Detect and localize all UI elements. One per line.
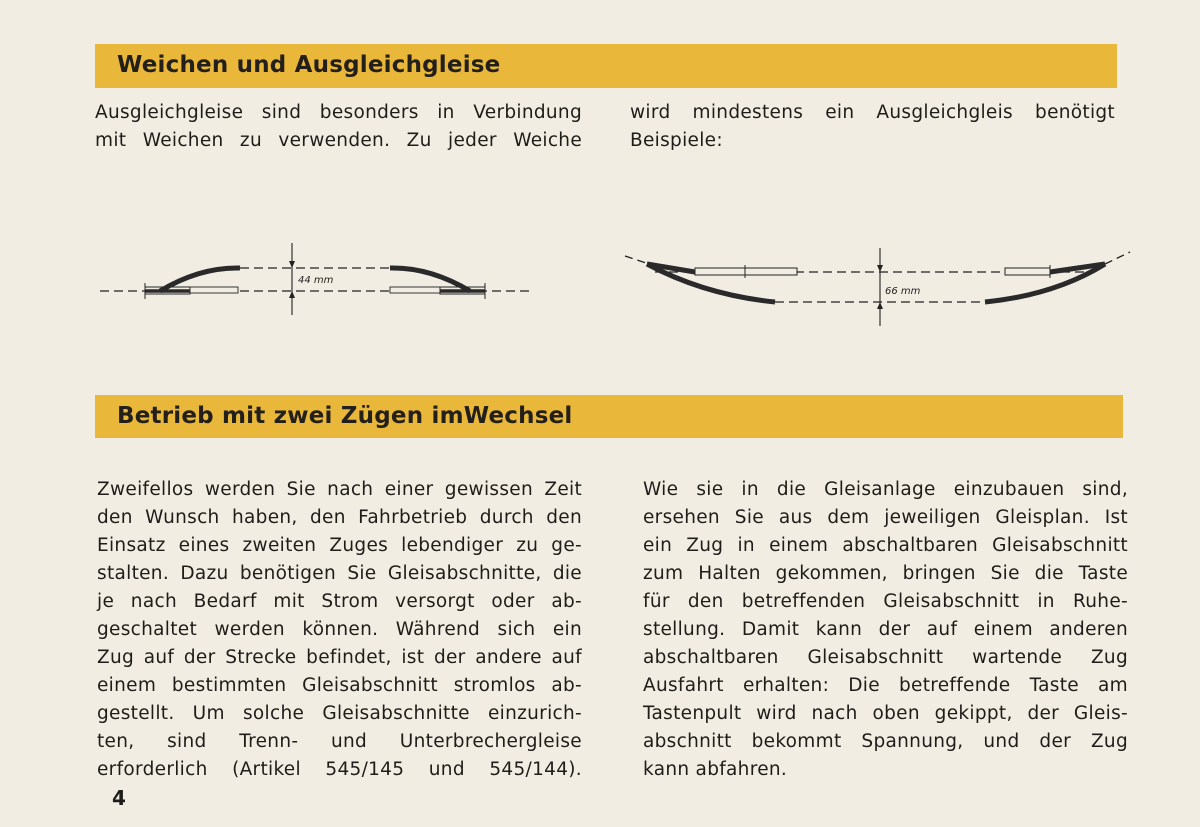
text-line: ersehen Sie aus dem jeweiligen Gleisplan. Ist — [643, 507, 1128, 528]
text-line: geschaltet werden können. Während sich ein — [97, 619, 582, 640]
text-line: den Wunsch haben, den Fahrbetrieb durch den — [97, 507, 582, 528]
text-line: Ausfahrt erhalten: Die betreffende Taste am — [643, 675, 1128, 696]
text-line: ten, sind Trenn- und Unterbrechergleise — [97, 731, 582, 752]
section-heading-betrieb: Betrieb mit zwei Zügen imWechsel — [95, 395, 1123, 438]
intro-text-right — [630, 99, 1115, 155]
text-line: Zug auf der Strecke befindet, ist der andere auf — [97, 647, 582, 668]
body-text-left — [97, 476, 582, 784]
text-line: zum Halten gekommen, bringen Sie die Taste — [643, 563, 1128, 584]
section-heading-weichen: Weichen und Ausgleichgleise — [95, 44, 1117, 88]
text-line: ein Zug in einem abschaltbaren Gleisabschnitt — [643, 535, 1128, 556]
text-line: Ausgleichgleise sind besonders in Verbindung — [95, 102, 582, 123]
text-line: abschaltbaren Gleisabschnitt wartende Zug — [643, 647, 1128, 668]
text-line: Einsatz eines zweiten Zuges lebendiger zu ge- — [97, 535, 582, 556]
text-line: mit Weichen zu verwenden. Zu jeder Weiche — [95, 130, 582, 151]
text-line: Beispiele: — [630, 130, 723, 151]
dimension-label: 66 mm — [885, 286, 921, 297]
turnout-diagram-44mm — [100, 235, 530, 320]
text-line: stalten. Dazu benötigen Sie Gleisabschnitte, die — [97, 563, 582, 584]
text-line: gestellt. Um solche Gleisabschnitte einzurich- — [97, 703, 582, 724]
text-line: abschnitt bekommt Spannung, und der Zug — [643, 731, 1128, 752]
text-line: stellung. Damit kann der auf einem anderen — [643, 619, 1128, 640]
text-line: Wie sie in die Gleisanlage einzubauen sind, — [643, 479, 1128, 500]
text-line: je nach Bedarf mit Strom versorgt oder ab- — [97, 591, 582, 612]
turnout-diagram-66mm — [625, 240, 1130, 330]
dimension-label: 44 mm — [298, 275, 334, 286]
text-line: Zweifellos werden Sie nach einer gewissen Zeit — [97, 479, 582, 500]
text-line: einem bestimmten Gleisabschnitt stromlos ab- — [97, 675, 582, 696]
intro-text-left — [95, 99, 582, 155]
text-line: kann abfahren. — [643, 759, 788, 780]
page-number: 4 — [112, 786, 126, 810]
text-line: Tastenpult wird nach oben gekippt, der Gleis- — [643, 703, 1128, 724]
text-line: erforderlich (Artikel 545/145 und 545/144). — [97, 759, 582, 780]
text-line: wird mindestens ein Ausgleichgleis benötigt — [630, 102, 1115, 123]
body-text-right — [643, 476, 1128, 784]
text-line: für den betreffenden Gleisabschnitt in Ruhe- — [643, 591, 1128, 612]
